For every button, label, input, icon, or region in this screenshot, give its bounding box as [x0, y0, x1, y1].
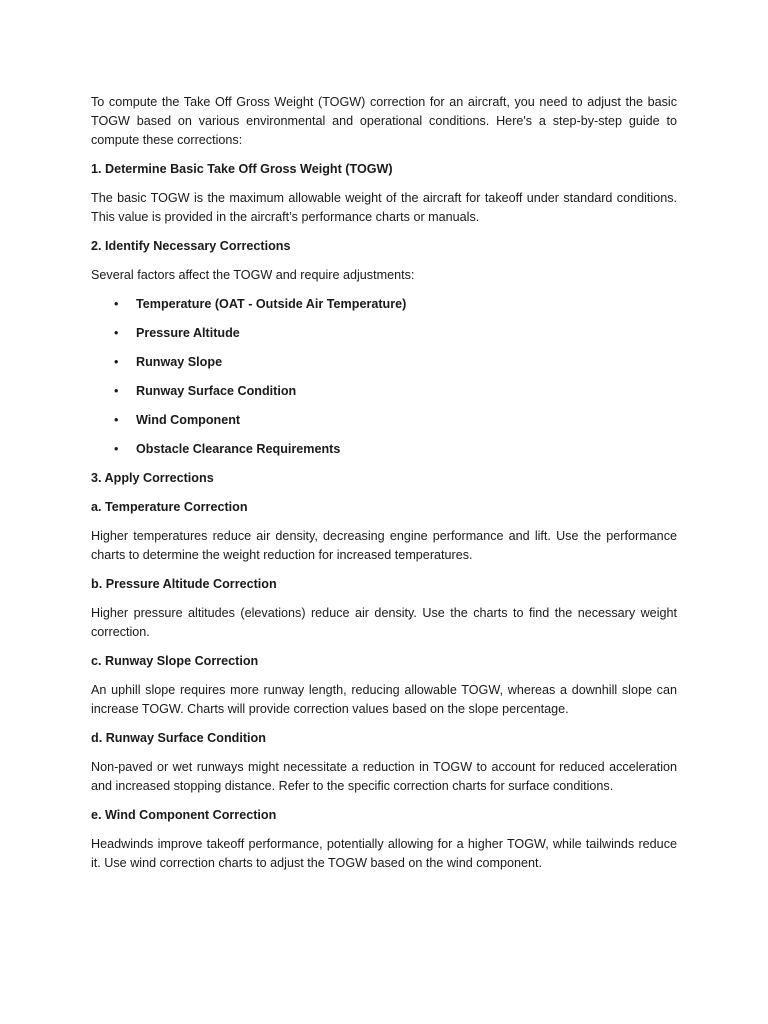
section-2-heading: 2. Identify Necessary Corrections	[91, 239, 291, 253]
subsection-d-heading: d. Runway Surface Condition	[91, 731, 266, 745]
subsection-e-heading: e. Wind Component Correction	[91, 808, 277, 822]
list-item-label: Wind Component	[136, 413, 241, 427]
list-item-label: Temperature (OAT - Outside Air Temperature)	[136, 297, 407, 311]
subsection-b-body: Higher pressure altitudes (elevations) reduce air density. Use the charts to find the necessary weight correction.	[91, 606, 677, 639]
list-item-label: Runway Surface Condition	[136, 384, 297, 398]
bullet-icon: •	[114, 355, 119, 369]
subsection-c-heading: c. Runway Slope Correction	[91, 654, 259, 668]
subsection-c-body: An uphill slope requires more runway length, reducing allowable TOGW, whereas a downhill slope can increase TOGW. Charts will provide correction values based on the slope percentage.	[91, 683, 677, 716]
list-item-label: Runway Slope	[136, 355, 223, 369]
list-item	[91, 324, 677, 343]
list-item-label: Obstacle Clearance Requirements	[136, 442, 341, 456]
section-3-heading: 3. Apply Corrections	[91, 471, 214, 485]
subsection-a-heading: a. Temperature Correction	[91, 500, 248, 514]
subsection-e-body: Headwinds improve takeoff performance, potentially allowing for a higher TOGW, while tailwinds reduce it. Use wind correction charts to adjust the TOGW based on the wind component.	[91, 837, 677, 870]
list-item	[91, 411, 677, 430]
corrections-list	[91, 295, 677, 459]
bullet-icon: •	[114, 384, 119, 398]
section-1-heading: 1. Determine Basic Take Off Gross Weight (TOGW)	[91, 162, 393, 176]
intro-paragraph: To compute the Take Off Gross Weight (TOGW) correction for an aircraft, you need to adjust the basic TOGW based on various environmental and operational conditions. Here's a step-by-step guide to compute these corrections:	[91, 95, 677, 147]
document-page	[91, 93, 677, 883]
bullet-icon: •	[114, 413, 119, 427]
section-2-body: Several factors affect the TOGW and require adjustments:	[91, 268, 415, 282]
list-item	[91, 295, 677, 314]
subsection-b-heading: b. Pressure Altitude Correction	[91, 577, 277, 591]
bullet-icon: •	[114, 326, 119, 340]
list-item	[91, 440, 677, 459]
bullet-icon: •	[114, 297, 119, 311]
bullet-icon: •	[114, 442, 119, 456]
subsection-a-body: Higher temperatures reduce air density, decreasing engine performance and lift. Use the performance charts to determine the weight reduction for increased temperatures.	[91, 529, 677, 562]
list-item	[91, 353, 677, 372]
list-item-label: Pressure Altitude	[136, 326, 240, 340]
section-1-body: The basic TOGW is the maximum allowable weight of the aircraft for takeoff under standard conditions. This value is provided in the aircraft’s performance charts or manuals.	[91, 191, 677, 224]
list-item	[91, 382, 677, 401]
subsection-d-body: Non-paved or wet runways might necessitate a reduction in TOGW to account for reduced acceleration and increased stopping distance. Refer to the specific correction charts for surface conditions.	[91, 760, 677, 793]
